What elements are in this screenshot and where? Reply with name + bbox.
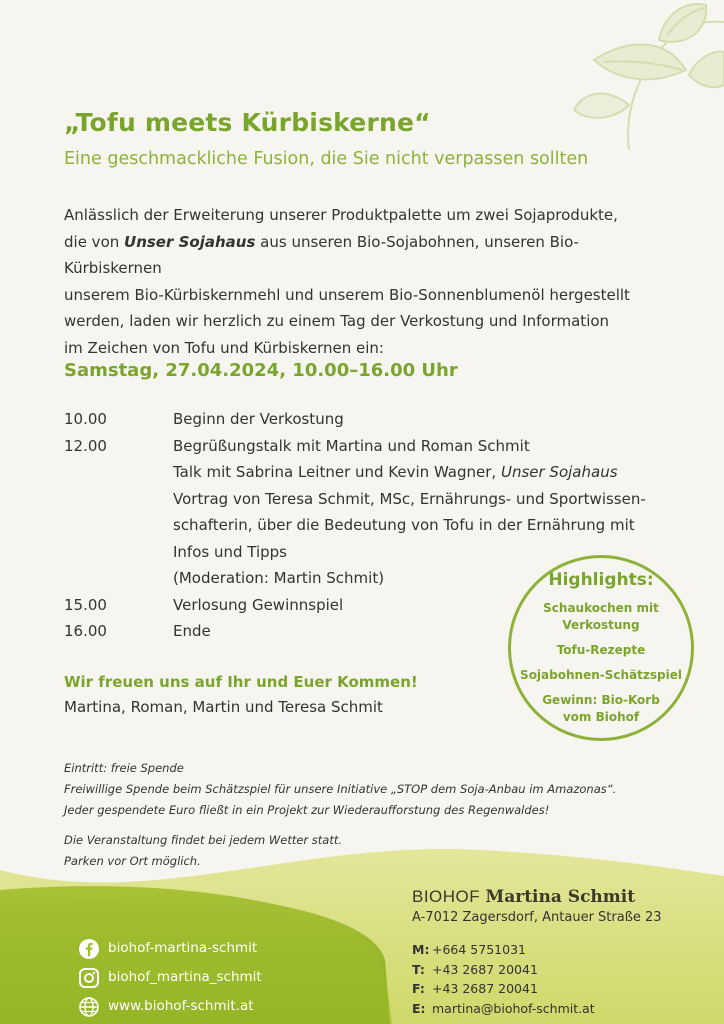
farm-name-prefix: BIOHOF	[412, 887, 481, 906]
instagram-icon	[78, 967, 100, 989]
highlight-item: Schaukochen mit Verkostung	[543, 601, 659, 632]
schedule-line	[173, 459, 664, 486]
schedule-row	[64, 406, 664, 433]
highlight-item: Sojabohnen-Schätzspiel	[520, 668, 682, 682]
intro-text	[64, 202, 664, 361]
hosts-text: Martina, Roman, Martin und Teresa Schmit	[64, 698, 383, 716]
brand-name: Unser Sojahaus	[500, 463, 618, 481]
contact-row	[412, 999, 595, 1019]
social-instagram-link[interactable]	[78, 963, 262, 992]
social-website-link[interactable]	[78, 992, 262, 1021]
contact-row	[412, 960, 595, 980]
schedule-desc: Beginn der Verkostung	[173, 410, 344, 428]
contact-email-link[interactable]: martina@biohof-schmit.at	[432, 1000, 595, 1016]
schedule-desc: Verlosung Gewinnspiel	[173, 595, 344, 614]
globe-icon	[78, 996, 100, 1018]
farm-name-person: Martina Schmit	[485, 887, 636, 907]
social-facebook-link[interactable]	[78, 934, 262, 963]
contact-row	[412, 940, 595, 960]
note-parking: Parken vor Ort möglich.	[64, 854, 201, 868]
leaf-decoration	[424, 0, 724, 170]
highlights-badge	[508, 555, 694, 741]
contact-row	[412, 979, 595, 999]
intro-text-span: aus unseren Bio-Sojabohnen, unseren Bio-Kürbiskernen	[64, 232, 579, 277]
note-weather: Die Veranstaltung findet bei jedem Wetter statt.	[64, 833, 343, 847]
note-donation: Freiwillige Spende beim Schätzspiel für unsere Initiative „STOP dem Soja-Anbau im Amazonas“.	[64, 782, 617, 796]
intro-line: unserem Bio-Kürbiskernmehl und unserem Bio-Sonnenblumenöl hergestellt	[64, 285, 630, 304]
intro-text-span: die von	[64, 232, 125, 251]
intro-line: Anlässlich der Erweiterung unserer Produktpalette um zwei Sojaprodukte,	[64, 206, 618, 224]
event-subtitle: Eine geschmackliche Fusion, die Sie nicht verpassen sollten	[64, 149, 589, 169]
contact-label: T:	[412, 961, 425, 977]
farm-name	[412, 887, 635, 907]
welcome-text: Wir freuen uns auf Ihr und Euer Kommen!	[64, 673, 418, 691]
contact-label: M:	[412, 942, 430, 957]
schedule-line: Infos und Tipps	[173, 542, 288, 561]
social-links	[78, 934, 262, 1021]
facebook-handle: biohof-martina-schmit	[108, 940, 258, 956]
facebook-icon	[78, 938, 100, 960]
event-date: Samstag, 27.04.2024, 10.00–16.00 Uhr	[64, 360, 458, 381]
highlight-item: Gewinn: Bio-Korb vom Biohof	[542, 693, 660, 724]
schedule-line: schafterin, über die Bedeutung von Tofu in der Ernährung mit	[173, 516, 635, 534]
contact-label: F:	[412, 981, 425, 996]
schedule-time: 12.00	[64, 436, 107, 455]
schedule-text-span: Talk mit Sabrina Leitner und Kevin Wagner,	[173, 463, 501, 481]
schedule-time: 15.00	[64, 595, 107, 614]
intro-line: werden, laden wir herzlich zu einem Tag der Verkostung und Information	[64, 312, 610, 330]
schedule-desc: Ende	[173, 622, 211, 640]
contact-phone[interactable]: +43 2687 20041	[432, 961, 538, 977]
contact-list	[412, 940, 595, 1018]
instagram-handle: biohof_martina_schmit	[108, 969, 262, 985]
intro-line: im Zeichen von Tofu und Kürbiskernen ein:	[64, 338, 384, 357]
event-title: „Tofu meets Kürbiskerne“	[64, 108, 431, 137]
website-url: www.biohof-schmit.at	[108, 998, 254, 1014]
intro-line	[64, 229, 664, 282]
schedule-time: 10.00	[64, 410, 107, 428]
highlights-title: Highlights:	[548, 570, 654, 590]
schedule-time: 16.00	[64, 622, 107, 640]
highlight-item: Tofu-Rezepte	[556, 643, 646, 657]
schedule-line: Vortrag von Teresa Schmit, MSc, Ernährungs- und Sportwissen-	[173, 489, 646, 508]
schedule-line: Begrüßungstalk mit Martina und Roman Schmit	[173, 436, 530, 455]
brand-name: Unser Sojahaus	[124, 232, 256, 251]
contact-mobile[interactable]: +664 5751031	[432, 942, 526, 957]
schedule-line: (Moderation: Martin Schmit)	[173, 569, 385, 587]
farm-address: A-7012 Zagersdorf, Antauer Straße 23	[412, 910, 662, 925]
note-donation: Jeder gespendete Euro fließt in ein Projekt zur Wiederaufforstung des Regenwaldes!	[64, 803, 550, 817]
note-entry: Eintritt: freie Spende	[64, 761, 184, 775]
contact-fax: +43 2687 20041	[432, 981, 538, 996]
contact-label: E:	[412, 1000, 426, 1016]
